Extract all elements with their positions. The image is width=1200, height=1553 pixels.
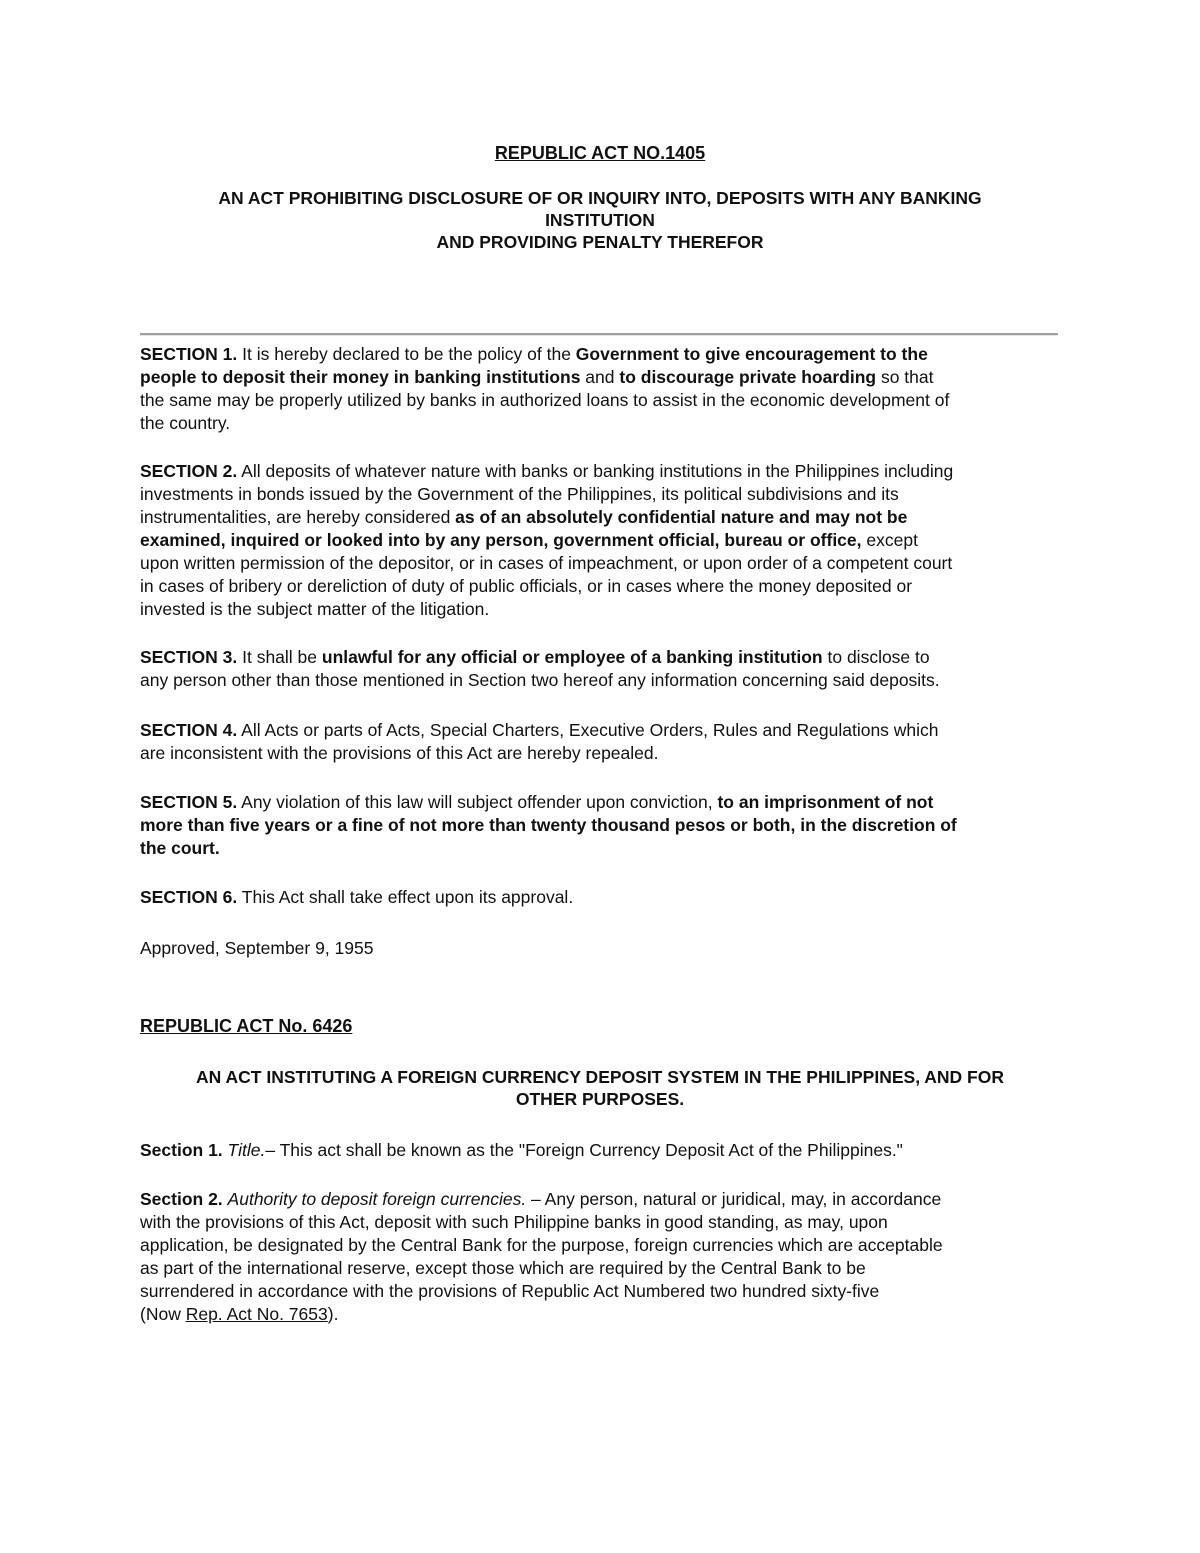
section-text: the same may be properly utilized by banks in authorized loans to assist in the economic development of [140, 390, 950, 410]
section-text: in cases of bribery or dereliction of duty of public officials, or in cases where the money deposited or [140, 576, 913, 596]
act1-section-6 [140, 886, 1060, 909]
section-text-bold: Government to give encouragement to the [575, 344, 928, 364]
section-title-italic: Authority to deposit foreign currencies. [227, 1189, 527, 1209]
section-text: surrendered in accordance with the provisions of Republic Act Numbered two hundred sixty-five [140, 1281, 880, 1301]
act2-heading [140, 1066, 1060, 1110]
section-text: and [580, 367, 620, 387]
section-text: It shall be [237, 647, 322, 667]
act1-heading [140, 187, 1060, 253]
section-text: Any violation of this law will subject offender upon conviction, [237, 792, 718, 812]
section-label: SECTION 2. [140, 461, 238, 481]
rep-act-7653-link[interactable]: Rep. Act No. 7653 [185, 1304, 328, 1324]
section-text: – This act shall be known as the "Foreign Currency Deposit Act of the Philippines." [265, 1140, 903, 1160]
section-text-bold: as of an absolutely confidential nature and may not be [455, 507, 908, 527]
section-text: – Any person, natural or juridical, may, in accordance [526, 1189, 942, 1209]
section-text: investments in bonds issued by the Government of the Philippines, its political subdivisions and its [140, 484, 899, 504]
section-label: SECTION 5. [140, 792, 238, 812]
section-text-bold: to an imprisonment of not [717, 792, 934, 812]
section-text: any person other than those mentioned in Section two hereof any information concerning said deposits. [140, 670, 940, 690]
act1-heading-line: AN ACT PROHIBITING DISCLOSURE OF OR INQUIRY INTO, DEPOSITS WITH ANY BANKING [218, 188, 982, 208]
section-text: All deposits of whatever nature with banks or banking institutions in the Philippines including [237, 461, 954, 481]
section-label: Section 1. [140, 1140, 223, 1160]
act1-section-1 [140, 343, 1060, 435]
section-text: to disclose to [822, 647, 930, 667]
section-label: SECTION 4. [140, 720, 238, 740]
section-text: are inconsistent with the provisions of this Act are hereby repealed. [140, 743, 659, 763]
section-label: Section 2. [140, 1189, 223, 1209]
section-text: upon written permission of the depositor, or in cases of impeachment, or upon order of a competent court [140, 553, 953, 573]
act1-heading-line: INSTITUTION [545, 210, 655, 230]
section-text: This Act shall take effect upon its approval. [237, 887, 574, 907]
section-text: the country. [140, 413, 231, 433]
act2-section-2 [140, 1188, 1060, 1326]
act2-heading-line: AN ACT INSTITUTING A FOREIGN CURRENCY DEPOSIT SYSTEM IN THE PHILIPPINES, AND FOR [196, 1067, 1004, 1087]
section-text-bold: to discourage private hoarding [619, 367, 877, 387]
act1-section-2 [140, 460, 1060, 621]
act1-heading-line: AND PROVIDING PENALTY THEREFOR [436, 232, 764, 252]
section-text-bold: examined, inquired or looked into by any person, government official, bureau or office, [140, 530, 862, 550]
section-text-bold: the court. [140, 838, 220, 858]
section-text: It is hereby declared to be the policy of the [237, 344, 576, 364]
section-text: so that [876, 367, 934, 387]
horizontal-divider [140, 333, 1058, 336]
section-label: SECTION 1. [140, 344, 238, 364]
section-label: SECTION 6. [140, 887, 238, 907]
section-title-italic: Title. [227, 1140, 266, 1160]
section-text: ). [327, 1304, 339, 1324]
section-text-bold: people to deposit their money in banking institutions [140, 367, 581, 387]
section-text-bold: unlawful for any official or employee of a banking institution [321, 647, 823, 667]
section-text: instrumentalities, are hereby considered [140, 507, 456, 527]
act2-title: REPUBLIC ACT No. 6426 [140, 1016, 353, 1036]
approval-date: Approved, September 9, 1955 [140, 938, 374, 958]
act2-heading-line: OTHER PURPOSES. [515, 1089, 685, 1109]
section-text-bold: more than five years or a fine of not more than twenty thousand pesos or both, in the discretion of [140, 815, 957, 835]
section-text: application, be designated by the Central Bank for the purpose, foreign currencies which are acceptable [140, 1235, 943, 1255]
act1-title: REPUBLIC ACT NO.1405 [494, 143, 706, 163]
act1-section-3 [140, 646, 1060, 692]
section-text: except [861, 530, 918, 550]
section-text: as part of the international reserve, except those which are required by the Central Bank to be [140, 1258, 866, 1278]
section-text: invested is the subject matter of the litigation. [140, 599, 490, 619]
section-text: All Acts or parts of Acts, Special Charters, Executive Orders, Rules and Regulations which [237, 720, 939, 740]
act1-section-5 [140, 791, 1060, 860]
section-text: (Now [140, 1304, 186, 1324]
act1-section-4 [140, 719, 1060, 765]
act2-section-1 [140, 1139, 1060, 1162]
section-text: with the provisions of this Act, deposit with such Philippine banks in good standing, as may, upon [140, 1212, 888, 1232]
section-label: SECTION 3. [140, 647, 238, 667]
